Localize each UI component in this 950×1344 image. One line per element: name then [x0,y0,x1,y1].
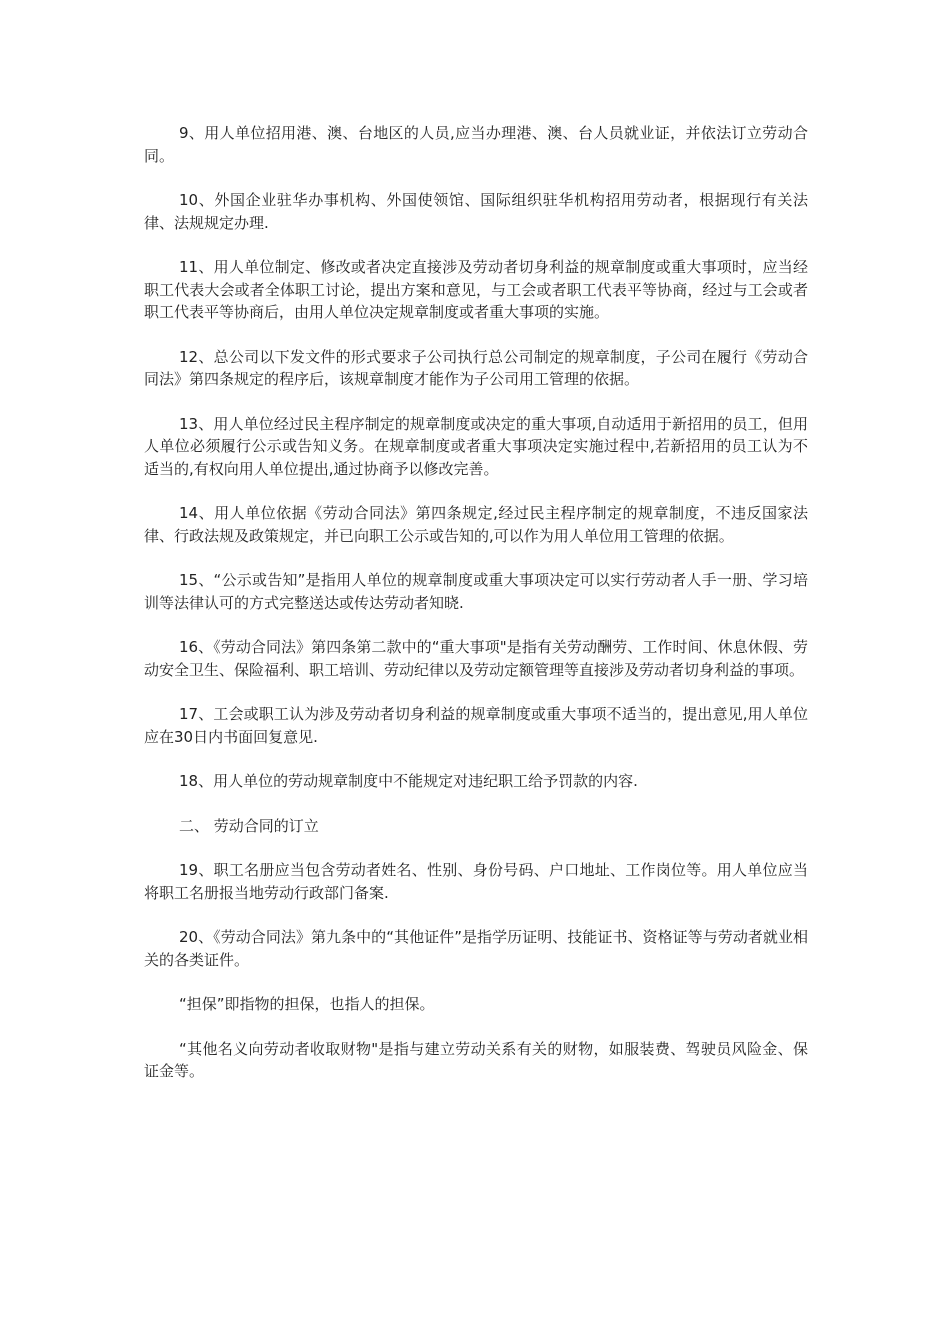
paragraph-18: 18、用人单位的劳动规章制度中不能规定对违纪职工给予罚款的内容. [179,772,638,790]
document-page [144,122,808,1105]
paragraph-20: 20、《劳动合同法》第九条中的“其他证件”是指学历证明、技能证书、资格证等与劳动者就业相关的各类证件。 [144,928,808,969]
paragraph-9: 9、用人单位招用港、澳、台地区的人员,应当办理港、澳、台人员就业证，并依法订立劳动合同。 [144,124,808,165]
paragraph-19: 19、职工名册应当包含劳动者姓名、性别、身份号码、户口地址、工作岗位等。用人单位应当将职工名册报当地劳动行政部门备案. [144,861,808,902]
paragraph-16: 16、《劳动合同法》第四条第二款中的“重大事项"是指有关劳动酬劳、工作时间、休息休假、劳动安全卫生、保险福利、职工培训、劳动纪律以及劳动定额管理等直接涉及劳动者切身利益的事项。 [144,638,808,679]
section-heading: 二、 劳动合同的订立 [179,816,319,835]
paragraph-11: 11、用人单位制定、修改或者决定直接涉及劳动者切身利益的规章制度或重大事项时，应当经职工代表大会或者全体职工讨论，提出方案和意见，与工会或者职工代表平等协商，经过与工会或者职工代表平等协商后，由用人单位决定规章制度或者重大事项的实施。 [144,258,808,321]
paragraph-12: 12、总公司以下发文件的形式要求子公司执行总公司制定的规章制度，子公司在履行《劳动合同法》第四条规定的程序后，该规章制度才能作为子公司用工管理的依据。 [144,347,808,388]
paragraph-13: 13、用人单位经过民主程序制定的规章制度或决定的重大事项,自动适用于新招用的员工，但用人单位必须履行公示或告知义务。在规章制度或者重大事项决定实施过程中,若新招用的员工认为不适当的,有权向用人单位提出,通过协商予以修改完善。 [144,414,808,478]
paragraph-17: 17、工会或职工认为涉及劳动者切身利益的规章制度或重大事项不适当的，提出意见,用人单位应在30日内书面回复意见. [144,705,808,746]
paragraph-10: 10、外国企业驻华办事机构、外国使领馆、国际组织驻华机构招用劳动者，根据现行有关法律、法规规定办理. [144,191,808,232]
paragraph-guarantee: “担保”即指物的担保，也指人的担保。 [179,995,435,1013]
paragraph-other-property: “其他名义向劳动者收取财物"是指与建立劳动关系有关的财物，如服装费、驾驶员风险金、保证金等。 [144,1039,808,1080]
paragraph-14: 14、用人单位依据《劳动合同法》第四条规定,经过民主程序制定的规章制度，不违反国家法律、行政法规及政策规定，并已向职工公示或告知的,可以作为用人单位用工管理的依据。 [144,504,808,545]
paragraph-15: 15、“公示或告知”是指用人单位的规章制度或重大事项决定可以实行劳动者人手一册、学习培训等法律认可的方式完整送达或传达劳动者知晓. [144,571,808,612]
